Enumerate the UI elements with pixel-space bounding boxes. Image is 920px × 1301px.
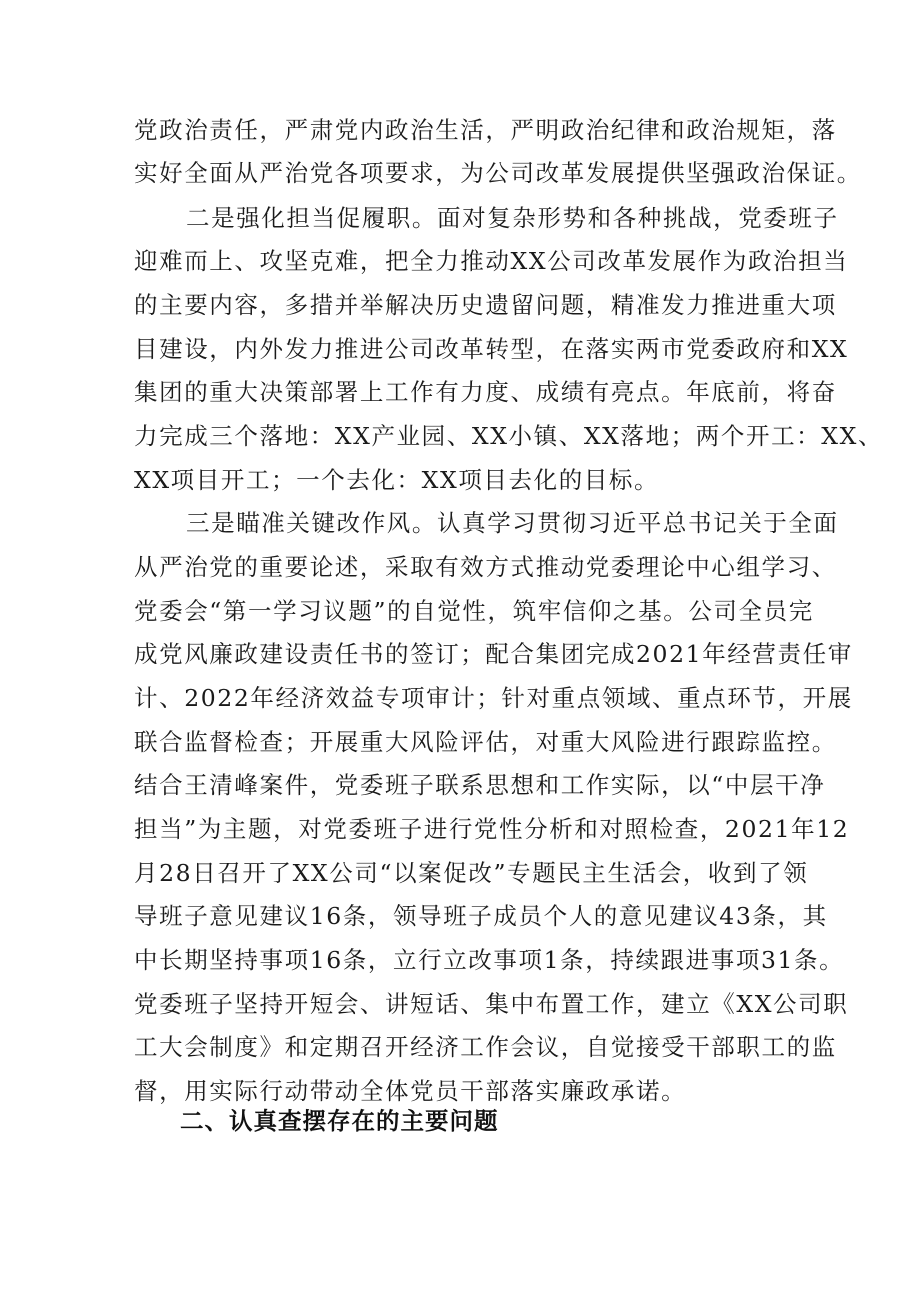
section-heading: 二、认真查摆存在的主要问题 [180,1107,499,1135]
text-line: 集团的重大决策部署上工作有力度、成绩有亮点。年底前，将奋 [134,378,837,406]
paragraph-start-line: 三是瞄准关键改作风。认真学习贯彻习近平总书记关于全面 [186,509,839,537]
paragraph-start-line: 二是强化担当促履职。面对复杂形势和各种挑战，党委班子 [186,204,839,232]
text-line: 担当”为主题，对党委班子进行党性分析和对照检查，2021年12 [134,815,850,843]
text-line: 联合监督检查；开展重大风险评估，对重大风险进行跟踪监控。 [134,728,837,756]
text-line: 计、2022年经济效益专项审计；针对重点领域、重点环节，开展 [134,684,853,712]
text-line: 党政治责任，严肃党内政治生活，严明政治纪律和政治规矩，落 [134,116,837,144]
text-line: 党委会“第一学习议题”的自觉性，筑牢信仰之基。公司全员完 [134,597,814,625]
text-line: 党委班子坚持开短会、讲短话、集中布置工作，建立《XX公司职 [134,990,849,1018]
text-line: 工大会制度》和定期召开经济工作会议，自觉接受干部职工的监 [134,1033,837,1061]
text-line: 成党风廉政建设责任书的签订；配合集团完成2021年经营责任审 [134,640,853,668]
text-line: XX项目开工；一个去化：XX项目去化的目标。 [134,466,660,494]
text-line: 目建设，内外发力推进公司改革转型，在落实两市党委政府和XX [134,335,849,363]
text-line: 实好全面从严治党各项要求，为公司改革发展提供坚强政治保证。 [134,159,862,187]
text-line: 的主要内容，多措并举解决历史遗留问题，精准发力推进重大项 [134,291,837,319]
text-line: 结合王清峰案件，党委班子联系思想和工作实际，以“中层干净 [134,771,826,799]
text-line: 从严治党的重要论述，采取有效方式推动党委理论中心组学习、 [134,553,837,581]
text-line: 迎难而上、攻坚克难，把全力推动XX公司改革发展作为政治担当 [134,247,849,275]
text-line: 力完成三个落地：XX产业园、XX小镇、XX落地；两个开工：XX、 [134,422,884,450]
text-line: 中长期坚持事项16条，立行立改事项1条，持续跟进事项31条。 [134,946,845,974]
text-line: 导班子意见建议16条，领导班子成员个人的意见建议43条，其 [134,902,828,930]
text-line: 月28日召开了XX公司“以案促改”专题民主生活会，收到了领 [134,859,809,887]
text-line: 督，用实际行动带动全体党员干部落实廉政承诺。 [134,1077,687,1105]
